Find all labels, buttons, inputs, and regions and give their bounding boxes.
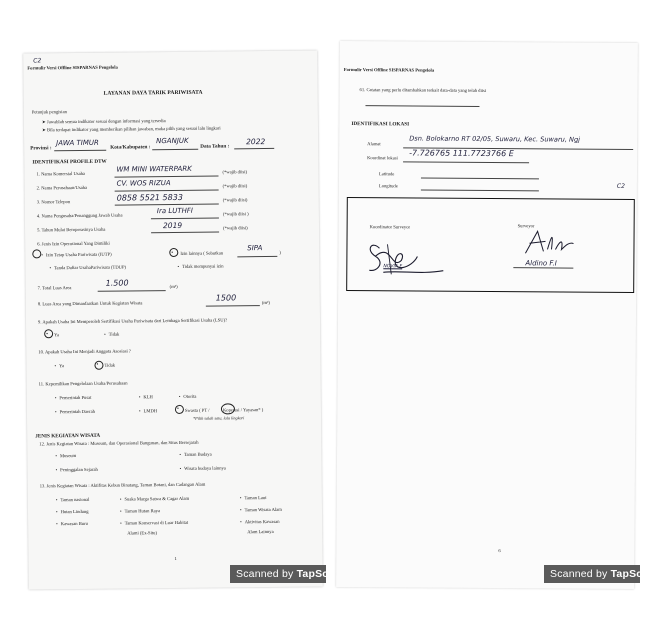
scan-brand: TapSca (610, 568, 648, 580)
scan-watermark-left (230, 565, 335, 583)
q12-option: • Taman Budaya (179, 452, 211, 457)
q13-option-cont: Alami (Ex-Situ) (127, 530, 157, 536)
q12-option: • Wisata budaya lainnya (180, 465, 226, 470)
scan-prefix: Scanned by (550, 568, 611, 580)
q13-option: • Taman Laut (240, 495, 267, 500)
q6-label: 6. Jenis Izin Operasional Yang Dimiliki (37, 240, 110, 247)
required-note: (*wajib diisi) (222, 183, 248, 189)
tahun-label: Data Tahun : (200, 143, 230, 150)
q12-label: 12. Jenis Kegiatan Wisata : Museum, dan Operasional Bangunan, dan Situs Bersejarah (39, 439, 199, 447)
q4-label: 4. Nama Pengusaha/Penanggung Jawab Usaha (36, 212, 123, 219)
petunjuk-item: ➤ Bila terdapat indikator yang memberikan pilihan jawaban, maka pilih yang sesuai lalu lingkari (41, 125, 221, 133)
q2-label: 2. Nama Perusahaan/Usaha (36, 184, 88, 191)
q4-value: Ira LUTHFI (156, 206, 194, 216)
koordinat-label: Koordinat lokasi (367, 155, 398, 161)
q13-option: • Aktivitas Kawasan (240, 519, 279, 524)
q12-option: • Peninggalan Sejarah (56, 467, 98, 472)
alamat-value: Dsn. Bolokarno RT 02/05, Suwaru, Kec. Suwaru, Ngj (409, 134, 581, 144)
koordinator-label: Koordinator Surveyor (369, 224, 411, 230)
scan-brand: TapSca (296, 568, 335, 580)
q6-option: Izin lainnya ( Sebutkan (180, 250, 224, 256)
q12-option: • Museum (55, 453, 76, 458)
q11-option: • KLH (139, 394, 153, 399)
latitude-label: Latitude (378, 171, 395, 177)
signature-box (346, 197, 635, 293)
q9-yes: Ya (54, 332, 60, 338)
corner-mark: C2 (616, 182, 625, 190)
q8-label: 8. Luas Area yang Dimanfaatkan Untuk Kegiatan Wisata (37, 300, 143, 307)
q6-option: • Tanda Daftar UsahaPariwisata (TDUP) (49, 264, 126, 270)
q61-label: 61. Catatan yang perlu ditambahkan terkait data-data yang telah diisi (359, 87, 487, 93)
q5-value: 2019 (162, 220, 183, 231)
section-lokasi: IDENTIFIKASI LOKASI (351, 121, 410, 128)
q13-option: • Taman nasional (56, 497, 90, 502)
q7-value: 1.500 (105, 278, 129, 288)
page-number: 1 (174, 555, 177, 561)
section-kegiatan: JENIS KEGIATAN WISATA (35, 432, 101, 440)
petunjuk-label: Petunjuk pengisian (31, 109, 67, 115)
q11-option: • Otorita (179, 394, 197, 399)
q13-label: 13. Jenis Kegiatan Wisata : Aktifitas Kebun Binatang, Taman Botani, dan Cadangan Alam (39, 481, 206, 489)
kota-value: NGANJUK (156, 136, 189, 146)
form-page-left: C2 Formulir Versi Offline SISPARNAS Pengelola LAYANAN DAYA TARIK PARIWISATA Petunjuk pengisian ➤ Jawablah semua indikator sesuai dengan informasi yang tersedia ➤ Bila terdapat indikator yang memberikan pilihan jawaban, maka pilih yang sesuai lalu lingkari Provinsi : JAWA TIMUR Kota/Kabupaten : NGANJUK Data Tahun : 2022 IDENTIFIKASI PROFILE DTW 1. Nama Komersial Usaha WM MINI WATERPARK (*wajib diisi) 2. Nama Perusahaan/Usaha CV. WOS RIZUA (*wajib diisi) 3. Nomor Telepon 0858 5521 5833 (*wajib diisi) 4. Nama Pengusaha/Penanggung Jawab Usaha Ira LUTHFI (*wajib diisi ) 5. Tahun Mulai Beroperasinya Usaha 2019 (*wajib diisi) 6. Jenis Izin Operasional Yang Dimiliki • Izin Tetap Usaha Pariwisata (IUTP) • Izin lainnya ( Sebutkan SIPA ) • Tanda Daftar UsahaPariwisata (TDUP) • Tidak mempunyai izin 7. Total Luas Area 1.500 (m²) 8. Luas Area yang Dimanfaatkan Untuk Kegiatan Wisata 1500 (m²) 9. Apakah Usaha Ini Memperoleh Sertifikasi Usaha Pariwisata dari Lembaga Sertifikasi Usaha (LSU)? • Ya • Tidak 10. Apakah Usaha Ini Menjadi Anggota Asosiasi ? • Ya • Tidak 11. Kepemilikan Pengelolaan Usaha/Perusahaan • Pemerintah Pusat • KLH • Otorita • Pemerintah Daerah • LMDH • Swasta ( PT / Koperasi / Yayasan* ) *Pilih salah satu, lalu lingkari JENIS KEGIATAN WISATA 12. Jenis Kegiatan Wisata : Museum, dan Operasional Bangunan, dan Situs Bersejarah • Museum • Taman Budaya • Peninggalan Sejarah • Wisata budaya lainnya 13. Jenis Kegiatan Wisata : Aktifitas Kebun Binatang, Taman Botani, dan Cadangan Alam • Taman nasional • Suaka Marga Satwa & Cagar Alam • Taman Laut • Hutan Lindung • Taman Hutan Raya • Taman Wisata Alam • Kawasan Buru • Taman Konservasi di Luar Habitat Alami (Ex-Situ) • Aktivitas Kawasan Alam Lainnya 1 (23, 50, 323, 589)
surveyor-label: Surveyor (517, 223, 535, 229)
q7-unit: (m²) (169, 283, 178, 290)
q13-option: • Suaka Marga Satwa & Cagar Alam (120, 496, 189, 502)
q11-option: • LMDH (139, 408, 157, 413)
page-number: 6 (498, 548, 501, 554)
koordinator-signature (361, 230, 451, 283)
q10-yes: • Ya (54, 363, 64, 368)
surveyor-signature (517, 227, 577, 257)
surveyor-name: Aldino F.I (525, 259, 557, 268)
required-note: (*wajib diisi) (222, 197, 248, 203)
section-profile: IDENTIFIKASI PROFILE DTW (32, 158, 107, 166)
kota-label: Kota/Kabupaten : (110, 144, 151, 151)
q5-label: 5. Tahun Mulai Beroperasinya Usaha (37, 226, 106, 233)
q8-unit: (m²) (261, 299, 270, 306)
q6-option: • Izin Tetap Usaha Pariwisata (IUTP) (41, 252, 111, 258)
form-title: LAYANAN DAYA TARIK PARIWISATA (103, 89, 203, 97)
q13-option: • Taman Konservasi di Luar Habitat (120, 520, 188, 526)
required-note: (*wajib diisi ) (222, 211, 249, 217)
provinsi-label: Provinsi : (30, 145, 52, 152)
q2-value: CV. WOS RIZUA (116, 179, 171, 188)
q10-label: 10. Apakah Usaha Ini Menjadi Anggota Asosiasi ? (38, 348, 131, 355)
longitude-label: Longitude (378, 183, 398, 189)
q11-note: *Pilih salah satu, lalu lingkari (193, 415, 245, 421)
q13-option: • Taman Wisata Alam (240, 507, 282, 512)
required-note: (*wajib diisi) (222, 169, 248, 175)
form-header: Formulir Versi Offline SISPARNAS Pengelola (343, 66, 435, 73)
q13-option-cont: Alam Lainnya (247, 528, 274, 535)
q11-option: • Pemerintah Pusat (55, 395, 92, 400)
q11-option: • Pemerintah Daerah (55, 409, 95, 414)
q1-label: 1. Nama Komersial Usaha (36, 170, 85, 177)
koordinator-name: NOVIA F (383, 264, 403, 270)
q11-option: Koperasi / Yayasan* ) (222, 407, 264, 413)
q6-option: • Tidak mempunyai izin (177, 263, 223, 268)
form-header: Formulir Versi Offline SISPARNAS Pengelola (27, 64, 118, 71)
q6-other-value: SIPA (247, 244, 263, 253)
q7-label: 7. Total Luas Area (37, 285, 72, 291)
q1-value: WM MINI WATERPARK (116, 164, 192, 174)
q13-option: • Kawasan Buru (56, 521, 88, 526)
q13-option: • Hutan Lindung (56, 509, 89, 514)
tahun-value: 2022 (246, 137, 266, 147)
petunjuk-text: Jawablah semua indikator sesuai dengan informasi yang tersedia (46, 118, 166, 125)
q9-no: • Tidak (104, 332, 119, 337)
q3-label: 3. Nomor Telepon (36, 199, 71, 205)
q3-value: 0858 5521 5833 (116, 192, 183, 203)
q9-label: 9. Apakah Usaha Ini Memperoleh Sertifikasi Usaha Pariwisata dari Lembaga Sertifikasi Usaha (LSU)? (37, 317, 228, 325)
q11-label: 11. Kepemilikan Pengelolaan Usaha/Perusahaan (38, 380, 128, 387)
petunjuk-item: ➤ Jawablah semua indikator sesuai dengan informasi yang tersedia (41, 118, 166, 125)
q10-no: Tidak (104, 362, 116, 368)
q11-option: Swasta ( PT / (184, 407, 210, 413)
koordinat-value: -7.726765 111.7723766 E (409, 148, 514, 159)
petunjuk-text: Bila terdapat indikator yang memberikan pilihan jawaban, maka pilih yang sesuai lalu lingkari (46, 125, 221, 133)
corner-mark: C2 (33, 57, 42, 65)
required-note: (*wajib diisi) (223, 225, 248, 231)
scan-prefix: Scanned by (236, 568, 297, 580)
provinsi-value: JAWA TIMUR (56, 138, 99, 148)
alamat-label: Alamat (367, 141, 381, 147)
q13-option: • Taman Hutan Raya (120, 508, 160, 513)
scan-watermark-right (544, 565, 648, 583)
q8-value: 1500 (215, 293, 237, 303)
form-page-right (336, 41, 638, 589)
